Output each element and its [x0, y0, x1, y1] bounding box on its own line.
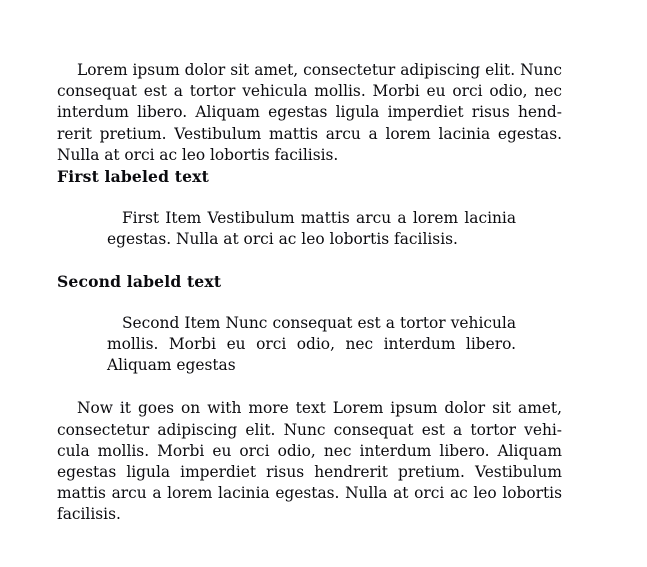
section-quote-first: First Item Vestibulum mattis arcu a lorem lacinia egestas. Nulla at orci ac leo lobortis facilisis. [107, 209, 516, 249]
section-heading-second: Second labeld text [57, 271, 222, 291]
section-heading-first: First labeled text [57, 167, 209, 187]
closing-paragraph: Now it goes on with more text Lorem ipsum dolor sit amet, consectetur adipiscing elit. Nunc consequat est a tortor vehicula mollis. Morbi eu orci odio, nec interdum libero. Aliquam egestas ligula imperdiet risus hendrerit pretium. Vestibulum mattis arcu a lorem lacinia egestas. Nulla at orci ac leo lobortis facilisis. [57, 399, 562, 524]
document-body [57, 60, 562, 526]
section-quote-second: Second Item Nunc consequat est a tortor vehicula mollis. Morbi eu orci odio, nec interdum libero. Aliquam egestas [107, 313, 516, 375]
intro-paragraph: Lorem ipsum dolor sit amet, consectetur adipiscing elit. Nunc consequat est a tortor vehicula mollis. Morbi eu orci odio, nec interdum libero. Aliquam egestas ligula imperdiet risus hendrerit pretium. Vestibulum mattis arcu a lorem lacinia egestas. Nulla at orci ac leo lobortis facilisis. [57, 61, 562, 164]
